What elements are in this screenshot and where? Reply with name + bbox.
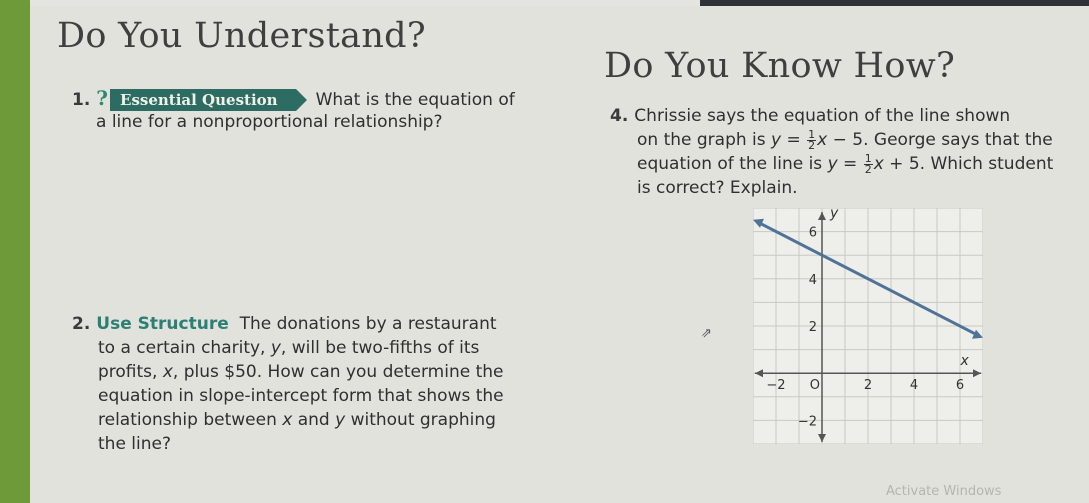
equals-sign: = bbox=[781, 130, 807, 150]
fraction-numerator: 1 bbox=[808, 127, 816, 141]
fraction-numerator: 1 bbox=[864, 151, 872, 165]
x-tick-label: 2 bbox=[863, 378, 873, 394]
eq2-tail: + 5 bbox=[883, 154, 920, 174]
q2-line1: The donations by a restaurant bbox=[239, 314, 497, 334]
y-tick-label: 2 bbox=[808, 320, 817, 335]
q4-line3b: . Which student bbox=[919, 154, 1054, 174]
question-number: 2. bbox=[72, 314, 91, 334]
use-structure-label: Use Structure bbox=[96, 314, 229, 334]
left-heading: Do You Understand? bbox=[57, 16, 426, 56]
q2-line5b: without graphing bbox=[345, 410, 496, 430]
var-x: x bbox=[282, 410, 293, 430]
q2-line3a: profits, bbox=[98, 362, 163, 382]
q2-line2a: to a certain charity, bbox=[98, 338, 271, 358]
fraction-one-half bbox=[864, 151, 873, 176]
question-number: 4. bbox=[610, 106, 629, 126]
eq2-y: y bbox=[827, 154, 838, 174]
right-heading: Do You Know How? bbox=[604, 46, 956, 86]
q2-line4: equation in slope-intercept form that shows the bbox=[98, 386, 504, 406]
var-y: y bbox=[270, 338, 281, 358]
eq1-tail: − 5 bbox=[827, 130, 864, 150]
q2-line2b: , will be two-fifths of its bbox=[280, 338, 480, 358]
y-tick-label: −2 bbox=[797, 414, 817, 430]
y-tick-label: 4 bbox=[808, 272, 817, 288]
coordinate-graph bbox=[753, 208, 983, 444]
left-green-strip bbox=[0, 0, 30, 503]
q4-line3a: equation of the line is bbox=[637, 154, 828, 174]
q2-line6: the line? bbox=[98, 434, 172, 454]
y-tick-label: 6 bbox=[808, 225, 817, 241]
fraction-one-half bbox=[807, 127, 816, 152]
fraction-denominator: 2 bbox=[864, 162, 872, 176]
mouse-cursor-icon: ⇗ bbox=[701, 326, 712, 341]
question-2 bbox=[72, 312, 552, 456]
q4-line2b: . George says that the bbox=[863, 130, 1053, 150]
activate-windows-watermark: Activate Windows bbox=[886, 484, 1002, 499]
x-tick-label: 4 bbox=[909, 378, 919, 394]
var-x: x bbox=[162, 362, 173, 382]
q2-line5-mid: and bbox=[292, 410, 336, 430]
var-y: y bbox=[335, 410, 346, 430]
eq1-y: y bbox=[771, 130, 782, 150]
question-1 bbox=[72, 86, 592, 134]
question-1-text-line1: What is the equation of bbox=[315, 90, 515, 110]
q4-line2a: on the graph is bbox=[637, 130, 772, 150]
essential-question-badge: Essential Question bbox=[110, 89, 296, 111]
x-axis-label: x bbox=[960, 353, 969, 370]
equals-sign: = bbox=[837, 154, 863, 174]
question-mark-icon: ? bbox=[96, 86, 109, 110]
x-tick-label: −2 bbox=[766, 378, 786, 394]
eq1-x: x bbox=[817, 130, 828, 150]
eq2-x: x bbox=[873, 154, 884, 174]
q2-line3b: , plus $50. How can you determine the bbox=[172, 362, 504, 382]
x-tick-label: 6 bbox=[955, 378, 965, 394]
q4-line1: Chrissie says the equation of the line shown bbox=[634, 106, 1011, 126]
question-number: 1. bbox=[72, 90, 91, 110]
fraction-denominator: 2 bbox=[808, 138, 816, 152]
y-axis-label: y bbox=[830, 208, 839, 222]
question-4 bbox=[610, 104, 1080, 200]
question-1-text-line2: a line for a nonproportional relationship? bbox=[96, 112, 443, 132]
q4-line4: is correct? Explain. bbox=[637, 178, 798, 198]
q2-line5a: relationship between bbox=[98, 410, 283, 430]
origin-label: O bbox=[809, 378, 820, 394]
